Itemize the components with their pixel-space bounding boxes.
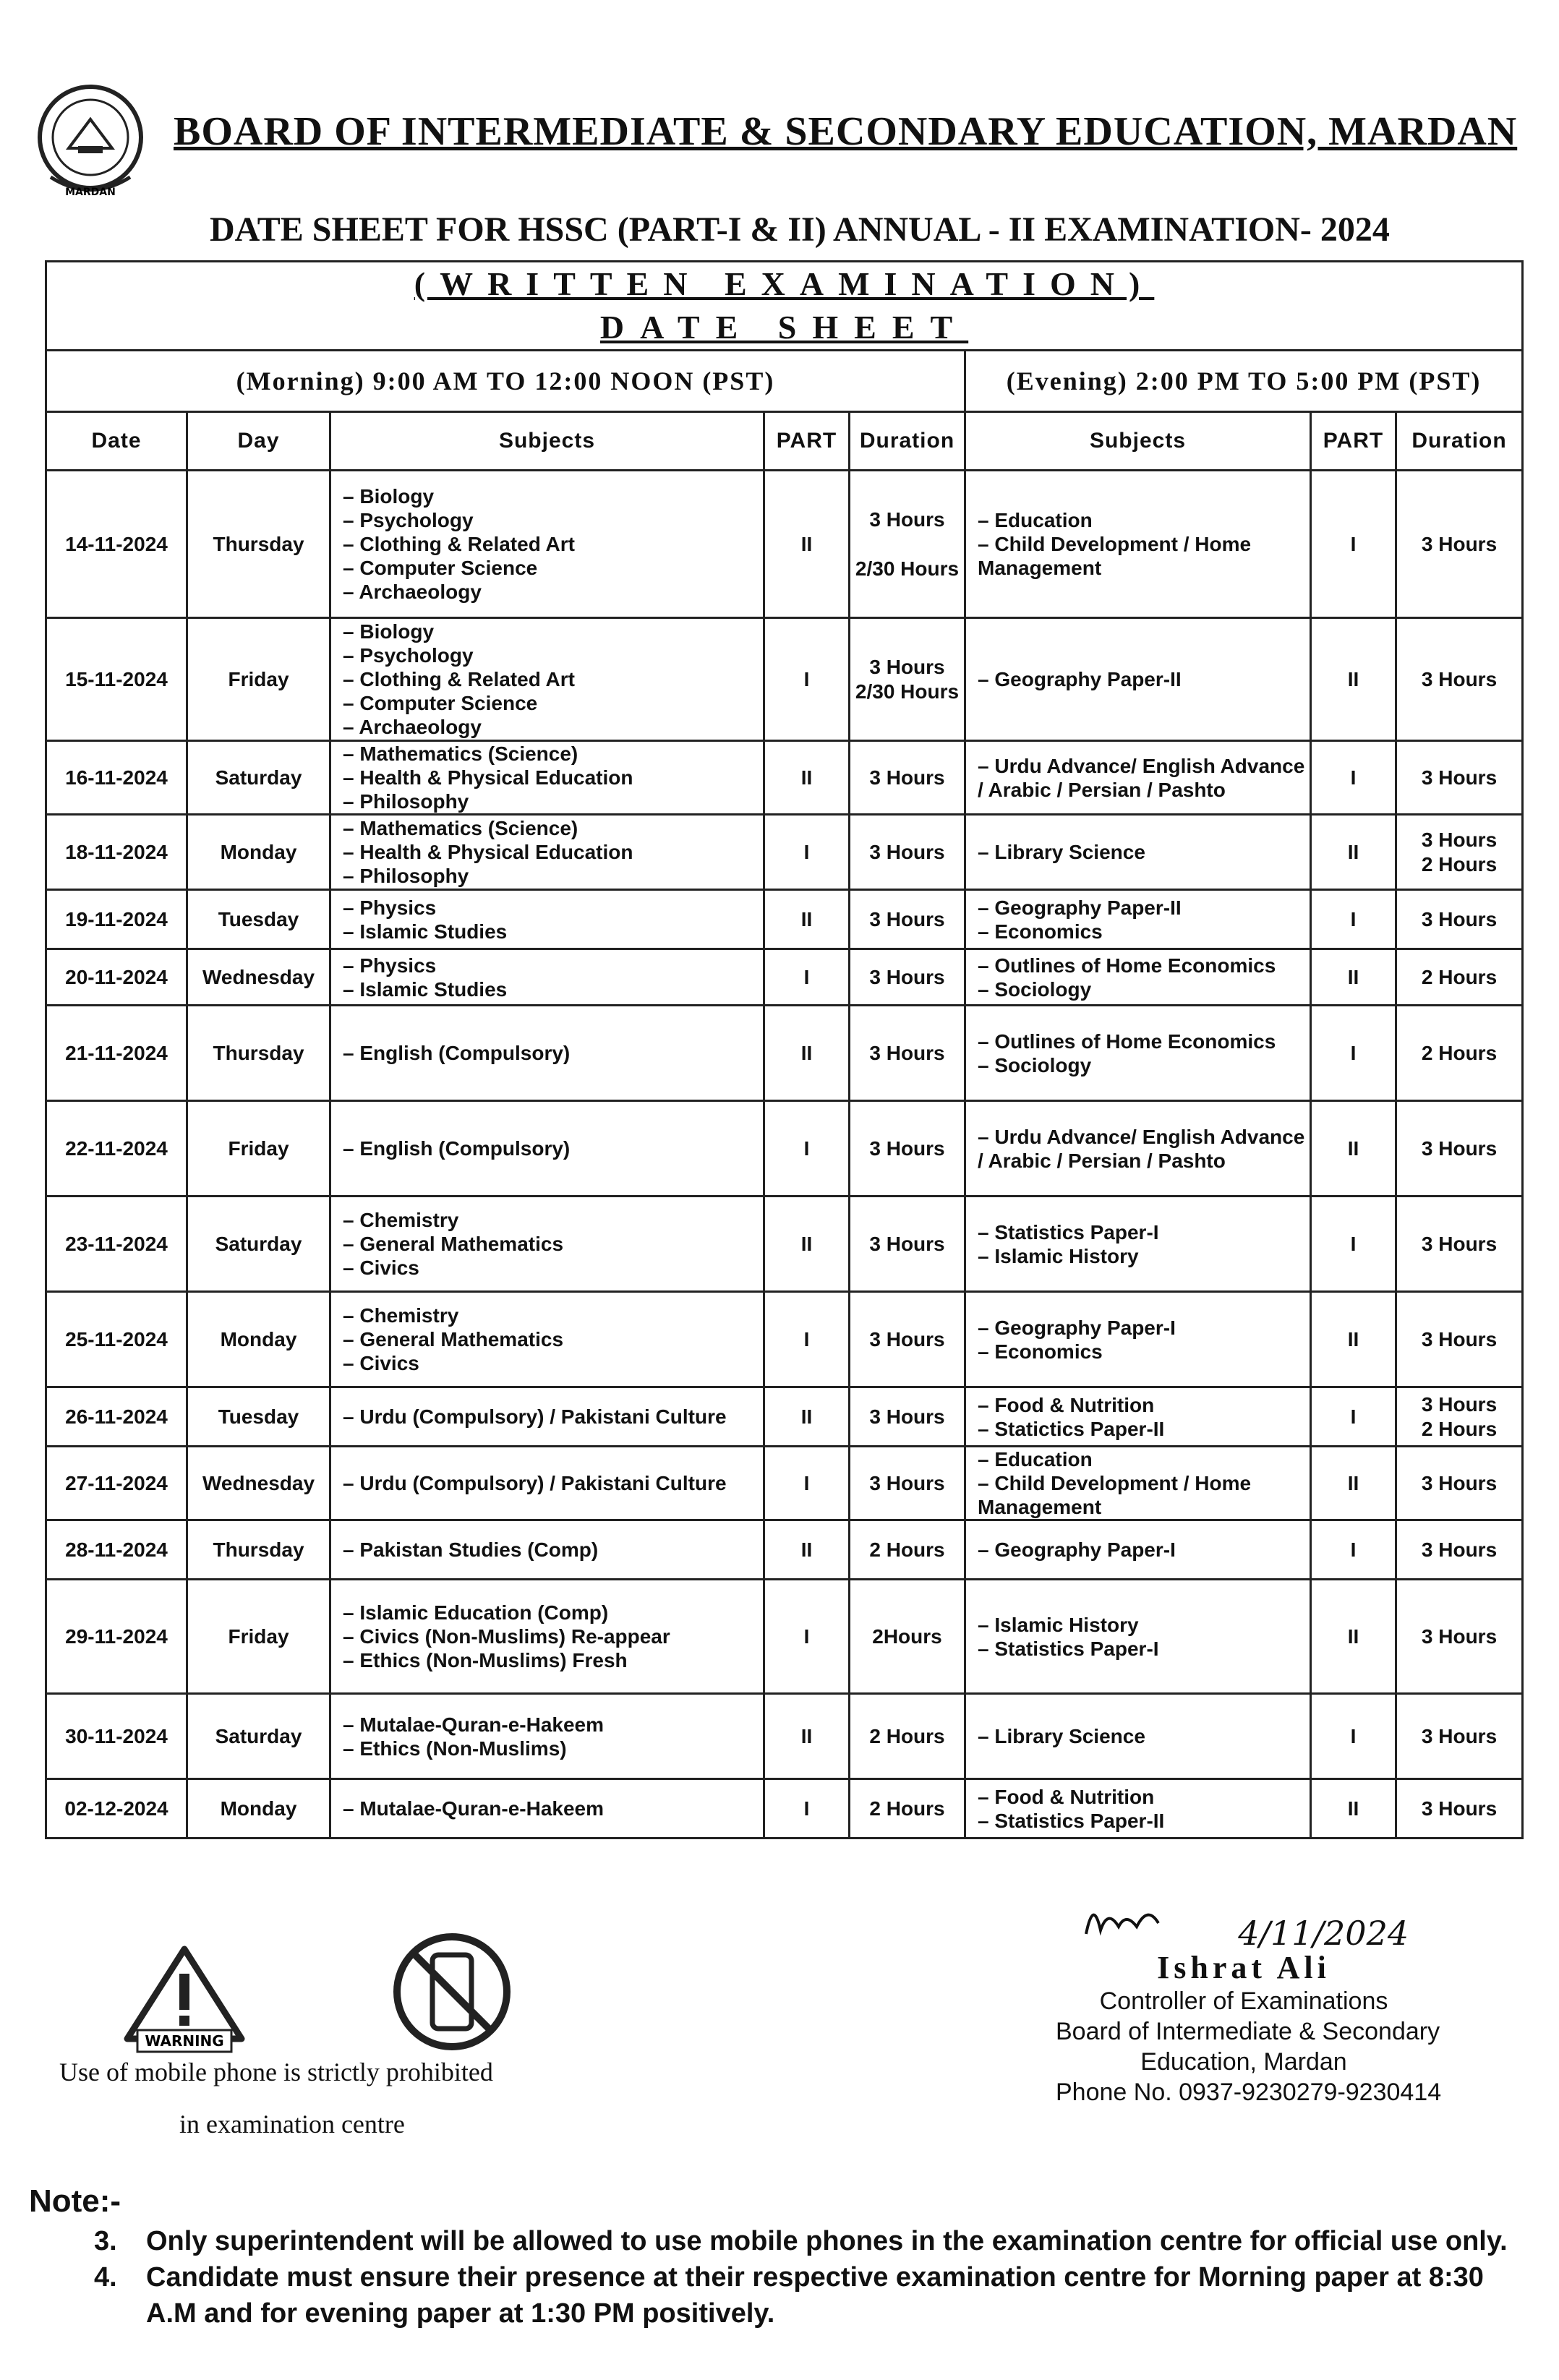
day-cell: Monday bbox=[187, 1779, 330, 1838]
date-sheet-table bbox=[45, 260, 1524, 1839]
morning-part-cell: I bbox=[764, 815, 850, 890]
morning-part-cell: I bbox=[764, 1779, 850, 1838]
signatory-phone: Phone No. 0937-9230279-9230414 bbox=[1056, 2079, 1442, 2106]
table-row bbox=[46, 1197, 1523, 1292]
morning-duration-cell bbox=[850, 1292, 965, 1387]
duration-value: 3 Hours bbox=[869, 655, 945, 678]
evening-subjects-cell bbox=[965, 1006, 1311, 1101]
subject-item: – Urdu Advance/ English Advance / Arabic / Persian / Pashto bbox=[978, 754, 1310, 802]
duration-value: 3 Hours bbox=[1421, 1538, 1498, 1561]
date-cell: 14-11-2024 bbox=[46, 471, 187, 618]
exam-banner bbox=[46, 262, 1523, 351]
evening-duration-cell bbox=[1396, 1292, 1523, 1387]
subject-item: – Islamic History bbox=[978, 1613, 1310, 1637]
col-subjects-evening: Subjects bbox=[965, 412, 1311, 471]
table-row bbox=[46, 1694, 1523, 1779]
morning-session-header: (Morning) 9:00 AM TO 12:00 NOON (PST) bbox=[46, 351, 965, 412]
date-cell: 19-11-2024 bbox=[46, 890, 187, 949]
morning-subjects-cell bbox=[330, 1779, 764, 1838]
morning-part-cell: II bbox=[764, 741, 850, 815]
evening-duration-cell bbox=[1396, 1006, 1523, 1101]
evening-subjects-cell bbox=[965, 741, 1311, 815]
date-cell: 27-11-2024 bbox=[46, 1447, 187, 1520]
subject-item: – Urdu (Compulsory) / Pakistani Culture bbox=[343, 1471, 763, 1495]
subject-item: – Library Science bbox=[978, 1724, 1310, 1748]
evening-duration-cell bbox=[1396, 949, 1523, 1006]
subject-item: – Geography Paper-II bbox=[978, 896, 1310, 920]
subject-item: – Statistics Paper-II bbox=[978, 1809, 1310, 1833]
evening-duration-cell bbox=[1396, 741, 1523, 815]
morning-duration-cell bbox=[850, 1779, 965, 1838]
evening-subjects-cell bbox=[965, 890, 1311, 949]
col-subjects-morning: Subjects bbox=[330, 412, 764, 471]
morning-part-cell: I bbox=[764, 1292, 850, 1387]
board-name: BOARD OF INTERMEDIATE & SECONDARY EDUCATION, MARDAN bbox=[174, 109, 1518, 154]
duration-value: 2 Hours bbox=[1421, 1417, 1498, 1440]
morning-duration-cell bbox=[850, 890, 965, 949]
evening-part-cell: II bbox=[1311, 1447, 1396, 1520]
date-cell: 23-11-2024 bbox=[46, 1197, 187, 1292]
subject-item: – Urdu Advance/ English Advance / Arabic / Persian / Pashto bbox=[978, 1125, 1310, 1173]
evening-subjects-cell bbox=[965, 1694, 1311, 1779]
subject-item: – Mutalae-Quran-e-Hakeem bbox=[343, 1713, 763, 1737]
note-item bbox=[94, 2259, 1533, 2332]
morning-part-cell: II bbox=[764, 1387, 850, 1447]
subject-item: – Child Development / Home Management bbox=[978, 1471, 1310, 1519]
evening-subjects-cell bbox=[965, 471, 1311, 618]
duration-value: 3 Hours bbox=[869, 1232, 945, 1255]
signature-block bbox=[1056, 1894, 1442, 2107]
morning-part-cell: II bbox=[764, 890, 850, 949]
day-cell: Saturday bbox=[187, 1694, 330, 1779]
day-cell: Wednesday bbox=[187, 1447, 330, 1520]
morning-duration-cell bbox=[850, 1387, 965, 1447]
duration-value: 3 Hours bbox=[1421, 667, 1498, 690]
table-row bbox=[46, 1779, 1523, 1838]
subject-item: – Philosophy bbox=[343, 864, 763, 888]
table-row bbox=[46, 1447, 1523, 1520]
subject-item: – Geography Paper-II bbox=[978, 667, 1310, 691]
table-row bbox=[46, 890, 1523, 949]
duration-value: 3 Hours bbox=[1421, 766, 1498, 789]
day-cell: Monday bbox=[187, 815, 330, 890]
morning-duration-cell bbox=[850, 1101, 965, 1197]
day-cell: Friday bbox=[187, 1101, 330, 1197]
signatory-name: Ishrat Ali bbox=[1157, 1950, 1331, 1985]
day-cell: Thursday bbox=[187, 471, 330, 618]
date-cell: 26-11-2024 bbox=[46, 1387, 187, 1447]
duration-value: 2 Hours bbox=[869, 1724, 945, 1747]
morning-subjects-cell bbox=[330, 1694, 764, 1779]
day-cell: Tuesday bbox=[187, 1387, 330, 1447]
evening-session-header: (Evening) 2:00 PM TO 5:00 PM (PST) bbox=[965, 351, 1523, 412]
subject-item: – Food & Nutrition bbox=[978, 1393, 1310, 1417]
table-row bbox=[46, 471, 1523, 618]
morning-part-cell: II bbox=[764, 1520, 850, 1580]
table-row bbox=[46, 815, 1523, 890]
evening-subjects-cell bbox=[965, 618, 1311, 741]
duration-value: 2 Hours bbox=[1421, 1041, 1498, 1064]
duration-value: 2/30 Hours bbox=[855, 680, 960, 703]
subject-item: – General Mathematics bbox=[343, 1327, 763, 1351]
date-cell: 02-12-2024 bbox=[46, 1779, 187, 1838]
subject-item: – Civics (Non-Muslims) Re-appear bbox=[343, 1625, 763, 1648]
subject-item: – Psychology bbox=[343, 508, 763, 532]
col-part-morning: PART bbox=[764, 412, 850, 471]
evening-subjects-cell bbox=[965, 1520, 1311, 1580]
subject-item: – Psychology bbox=[343, 643, 763, 667]
morning-subjects-cell bbox=[330, 815, 764, 890]
board-logo-icon bbox=[29, 80, 152, 202]
evening-part-cell: I bbox=[1311, 1694, 1396, 1779]
subject-item: – Civics bbox=[343, 1351, 763, 1375]
banner-line-1: (WRITTEN EXAMINATION) bbox=[414, 265, 1155, 302]
svg-text:MARDAN: MARDAN bbox=[65, 187, 116, 198]
duration-value: 3 Hours bbox=[1421, 828, 1498, 851]
table-row bbox=[46, 741, 1523, 815]
morning-part-cell: II bbox=[764, 471, 850, 618]
subject-item: – English (Compulsory) bbox=[343, 1137, 763, 1160]
date-cell: 29-11-2024 bbox=[46, 1580, 187, 1694]
evening-duration-cell bbox=[1396, 1101, 1523, 1197]
signatory-org-line-1: Board of Intermediate & Secondary bbox=[1056, 2018, 1440, 2045]
subject-item: – Economics bbox=[978, 920, 1310, 943]
column-header-row bbox=[46, 412, 1523, 471]
day-cell: Monday bbox=[187, 1292, 330, 1387]
table-row bbox=[46, 1387, 1523, 1447]
morning-part-cell: I bbox=[764, 949, 850, 1006]
evening-duration-cell bbox=[1396, 815, 1523, 890]
subject-item: – Biology bbox=[343, 484, 763, 508]
subject-item: – Food & Nutrition bbox=[978, 1785, 1310, 1809]
duration-value: 3 Hours bbox=[1421, 1471, 1498, 1494]
evening-duration-cell bbox=[1396, 1779, 1523, 1838]
table-row bbox=[46, 1580, 1523, 1694]
subject-item: – Statistics Paper-I bbox=[978, 1220, 1310, 1244]
duration-value: 3 Hours bbox=[869, 907, 945, 930]
morning-subjects-cell bbox=[330, 1292, 764, 1387]
date-cell: 21-11-2024 bbox=[46, 1006, 187, 1101]
subject-item: – Islamic Studies bbox=[343, 977, 763, 1001]
subject-item: – Mutalae-Quran-e-Hakeem bbox=[343, 1797, 763, 1820]
subject-item: – Ethics (Non-Muslims) bbox=[343, 1737, 763, 1760]
date-cell: 22-11-2024 bbox=[46, 1101, 187, 1197]
evening-duration-cell bbox=[1396, 890, 1523, 949]
morning-duration-cell bbox=[850, 1006, 965, 1101]
duration-value: 2 Hours bbox=[1421, 852, 1498, 876]
evening-subjects-cell bbox=[965, 1580, 1311, 1694]
subject-item: – Archaeology bbox=[343, 580, 763, 604]
evening-part-cell: I bbox=[1311, 1006, 1396, 1101]
svg-text:WARNING: WARNING bbox=[145, 2032, 224, 2050]
date-cell: 30-11-2024 bbox=[46, 1694, 187, 1779]
evening-duration-cell bbox=[1396, 1387, 1523, 1447]
evening-part-cell: II bbox=[1311, 618, 1396, 741]
morning-subjects-cell bbox=[330, 1387, 764, 1447]
subject-item: – Health & Physical Education bbox=[343, 840, 763, 864]
morning-subjects-cell bbox=[330, 1447, 764, 1520]
morning-part-cell: II bbox=[764, 1694, 850, 1779]
table-row bbox=[46, 949, 1523, 1006]
evening-subjects-cell bbox=[965, 1101, 1311, 1197]
evening-subjects-cell bbox=[965, 1447, 1311, 1520]
banner-line-2: DATE SHEET bbox=[599, 309, 969, 346]
duration-value: 3 Hours bbox=[1421, 1797, 1498, 1820]
date-cell: 28-11-2024 bbox=[46, 1520, 187, 1580]
subject-item: – Chemistry bbox=[343, 1304, 763, 1327]
day-cell: Friday bbox=[187, 618, 330, 741]
subject-item: – Islamic Education (Comp) bbox=[343, 1601, 763, 1625]
warning-text-line-1: Use of mobile phone is strictly prohibited bbox=[59, 2058, 493, 2086]
subject-item: – Mathematics (Science) bbox=[343, 742, 763, 766]
page-title: DATE SHEET FOR HSSC (PART-I & II) ANNUAL - II EXAMINATION- 2024 bbox=[210, 210, 1390, 249]
duration-value: 3 Hours bbox=[1421, 1625, 1498, 1648]
note-number: 4. bbox=[94, 2262, 117, 2293]
subject-item: – Computer Science bbox=[343, 556, 763, 580]
handwritten-signature bbox=[1056, 1894, 1432, 1956]
morning-subjects-cell bbox=[330, 890, 764, 949]
note-number: 3. bbox=[94, 2226, 117, 2256]
duration-value: 3 Hours bbox=[869, 1137, 945, 1160]
morning-subjects-cell bbox=[330, 1197, 764, 1292]
evening-duration-cell bbox=[1396, 1447, 1523, 1520]
duration-value: 3 Hours bbox=[1421, 1137, 1498, 1160]
duration-value: 3 Hours bbox=[869, 840, 945, 863]
duration-value: 3 Hours bbox=[869, 1471, 945, 1494]
day-cell: Thursday bbox=[187, 1006, 330, 1101]
evening-part-cell: I bbox=[1311, 1520, 1396, 1580]
subject-item: – Geography Paper-I bbox=[978, 1538, 1310, 1562]
note-text: Candidate must ensure their presence at their respective examination centre for Morning paper at 8:30 A.M and for evening paper at 1:30 PM positively. bbox=[146, 2262, 1484, 2329]
morning-part-cell: I bbox=[764, 1580, 850, 1694]
evening-duration-cell bbox=[1396, 1580, 1523, 1694]
warning-triangle-icon bbox=[123, 1945, 246, 2053]
evening-subjects-cell bbox=[965, 1197, 1311, 1292]
morning-duration-cell bbox=[850, 1580, 965, 1694]
evening-part-cell: I bbox=[1311, 890, 1396, 949]
date-cell: 25-11-2024 bbox=[46, 1292, 187, 1387]
col-day: Day bbox=[187, 412, 330, 471]
evening-duration-cell bbox=[1396, 471, 1523, 618]
subject-item: – Civics bbox=[343, 1256, 763, 1280]
morning-duration-cell bbox=[850, 1447, 965, 1520]
subject-item: – Chemistry bbox=[343, 1208, 763, 1232]
duration-value: 3 Hours bbox=[1421, 1392, 1498, 1416]
subject-item: – Islamic Studies bbox=[343, 920, 763, 943]
subject-item: – Geography Paper-I bbox=[978, 1316, 1310, 1340]
duration-value: 3 Hours bbox=[869, 1041, 945, 1064]
morning-duration-cell bbox=[850, 618, 965, 741]
duration-value: 3 Hours bbox=[869, 1327, 945, 1350]
subject-item: – Economics bbox=[978, 1340, 1310, 1364]
morning-duration-cell bbox=[850, 1520, 965, 1580]
col-duration-morning: Duration bbox=[850, 412, 965, 471]
subject-item: – Outlines of Home Economics bbox=[978, 954, 1310, 977]
morning-part-cell: I bbox=[764, 1101, 850, 1197]
subject-item: – Computer Science bbox=[343, 691, 763, 715]
morning-subjects-cell bbox=[330, 949, 764, 1006]
subject-item: – Clothing & Related Art bbox=[343, 532, 763, 556]
morning-duration-cell bbox=[850, 1197, 965, 1292]
signature-scribble-icon bbox=[1079, 1894, 1223, 1945]
duration-value: 3 Hours bbox=[1421, 1327, 1498, 1350]
subject-item: – Education bbox=[978, 1447, 1310, 1471]
morning-part-cell: II bbox=[764, 1197, 850, 1292]
table-row bbox=[46, 1292, 1523, 1387]
date-cell: 18-11-2024 bbox=[46, 815, 187, 890]
subject-item: – Islamic History bbox=[978, 1244, 1310, 1268]
evening-subjects-cell bbox=[965, 1387, 1311, 1447]
day-cell: Tuesday bbox=[187, 890, 330, 949]
subject-item: – Pakistan Studies (Comp) bbox=[343, 1538, 763, 1562]
evening-part-cell: II bbox=[1311, 815, 1396, 890]
duration-value: 2/30 Hours bbox=[855, 557, 960, 580]
day-cell: Wednesday bbox=[187, 949, 330, 1006]
col-date: Date bbox=[46, 412, 187, 471]
subject-item: – English (Compulsory) bbox=[343, 1041, 763, 1065]
duration-value: 2 Hours bbox=[869, 1538, 945, 1561]
evening-part-cell: II bbox=[1311, 1292, 1396, 1387]
table-row bbox=[46, 1006, 1523, 1101]
evening-duration-cell bbox=[1396, 1197, 1523, 1292]
duration-value: 3 Hours bbox=[1421, 532, 1498, 555]
header bbox=[29, 80, 1518, 224]
evening-duration-cell bbox=[1396, 618, 1523, 741]
duration-value: 2 Hours bbox=[1421, 965, 1498, 988]
duration-value: 2Hours bbox=[872, 1625, 942, 1648]
morning-subjects-cell bbox=[330, 1520, 764, 1580]
date-cell: 20-11-2024 bbox=[46, 949, 187, 1006]
evening-subjects-cell bbox=[965, 949, 1311, 1006]
evening-part-cell: I bbox=[1311, 1387, 1396, 1447]
evening-part-cell: II bbox=[1311, 1580, 1396, 1694]
morning-duration-cell bbox=[850, 741, 965, 815]
day-cell: Saturday bbox=[187, 741, 330, 815]
subject-item: – Library Science bbox=[978, 840, 1310, 864]
duration-value bbox=[850, 532, 964, 557]
warning-text-line-2: in examination centre bbox=[179, 2110, 405, 2139]
table-row bbox=[46, 618, 1523, 741]
morning-subjects-cell bbox=[330, 1101, 764, 1197]
signatory-title: Controller of Examinations bbox=[1099, 1987, 1388, 2015]
day-cell: Saturday bbox=[187, 1197, 330, 1292]
evening-subjects-cell bbox=[965, 815, 1311, 890]
subject-item: – Philosophy bbox=[343, 789, 763, 813]
evening-subjects-cell bbox=[965, 1779, 1311, 1838]
morning-subjects-cell bbox=[330, 618, 764, 741]
morning-subjects-cell bbox=[330, 741, 764, 815]
subject-item: – Biology bbox=[343, 620, 763, 643]
morning-duration-cell bbox=[850, 471, 965, 618]
subject-item: – Clothing & Related Art bbox=[343, 667, 763, 691]
subject-item: – Education bbox=[978, 508, 1310, 532]
subject-item: – Physics bbox=[343, 896, 763, 920]
signatory-org-line-2: Education, Mardan bbox=[1140, 2048, 1347, 2076]
duration-value: 2 Hours bbox=[869, 1797, 945, 1820]
morning-part-cell: II bbox=[764, 1006, 850, 1101]
day-cell: Friday bbox=[187, 1580, 330, 1694]
subject-item: – Sociology bbox=[978, 1053, 1310, 1077]
morning-part-cell: I bbox=[764, 618, 850, 741]
col-part-evening: PART bbox=[1311, 412, 1396, 471]
evening-part-cell: II bbox=[1311, 949, 1396, 1006]
morning-duration-cell bbox=[850, 949, 965, 1006]
subject-item: – Statistics Paper-I bbox=[978, 1637, 1310, 1661]
morning-subjects-cell bbox=[330, 1580, 764, 1694]
duration-value: 3 Hours bbox=[1421, 1724, 1498, 1747]
evening-duration-cell bbox=[1396, 1694, 1523, 1779]
col-duration-evening: Duration bbox=[1396, 412, 1523, 471]
subject-item: – Physics bbox=[343, 954, 763, 977]
subject-item: – Sociology bbox=[978, 977, 1310, 1001]
notes-heading: Note:- bbox=[29, 2183, 121, 2219]
duration-value: 3 Hours bbox=[1421, 1232, 1498, 1255]
subject-item: – Outlines of Home Economics bbox=[978, 1030, 1310, 1053]
evening-duration-cell bbox=[1396, 1520, 1523, 1580]
evening-part-cell: I bbox=[1311, 741, 1396, 815]
morning-subjects-cell bbox=[330, 1006, 764, 1101]
table-row bbox=[46, 1520, 1523, 1580]
subject-item: – Ethics (Non-Muslims) Fresh bbox=[343, 1648, 763, 1672]
subject-item: – Archaeology bbox=[343, 715, 763, 739]
evening-part-cell: I bbox=[1311, 471, 1396, 618]
subject-item: – Child Development / Home Management bbox=[978, 532, 1310, 580]
subject-item: – Health & Physical Education bbox=[343, 766, 763, 789]
evening-subjects-cell bbox=[965, 1292, 1311, 1387]
duration-value: 3 Hours bbox=[869, 1405, 945, 1428]
date-cell: 15-11-2024 bbox=[46, 618, 187, 741]
note-item bbox=[94, 2223, 1533, 2259]
subject-item: – Statictics Paper-II bbox=[978, 1417, 1310, 1441]
day-cell: Thursday bbox=[187, 1520, 330, 1580]
subject-item: – General Mathematics bbox=[343, 1232, 763, 1256]
duration-value: 3 Hours bbox=[869, 508, 945, 531]
duration-value: 3 Hours bbox=[869, 766, 945, 789]
morning-duration-cell bbox=[850, 1694, 965, 1779]
duration-value: 3 Hours bbox=[869, 965, 945, 988]
morning-duration-cell bbox=[850, 815, 965, 890]
subject-item: – Mathematics (Science) bbox=[343, 816, 763, 840]
date-cell: 16-11-2024 bbox=[46, 741, 187, 815]
duration-value: 3 Hours bbox=[1421, 907, 1498, 930]
morning-part-cell: I bbox=[764, 1447, 850, 1520]
notes-list bbox=[94, 2223, 1533, 2332]
subject-item: – Urdu (Compulsory) / Pakistani Culture bbox=[343, 1405, 763, 1429]
signature-date: 4/11/2024 bbox=[1238, 1914, 1409, 1953]
evening-part-cell: I bbox=[1311, 1197, 1396, 1292]
evening-part-cell: II bbox=[1311, 1101, 1396, 1197]
evening-part-cell: II bbox=[1311, 1779, 1396, 1838]
morning-subjects-cell bbox=[330, 471, 764, 618]
table-row bbox=[46, 1101, 1523, 1197]
note-text: Only superintendent will be allowed to use mobile phones in the examination centre for official use only. bbox=[146, 2226, 1508, 2256]
no-mobile-phone-icon bbox=[390, 1930, 513, 2053]
